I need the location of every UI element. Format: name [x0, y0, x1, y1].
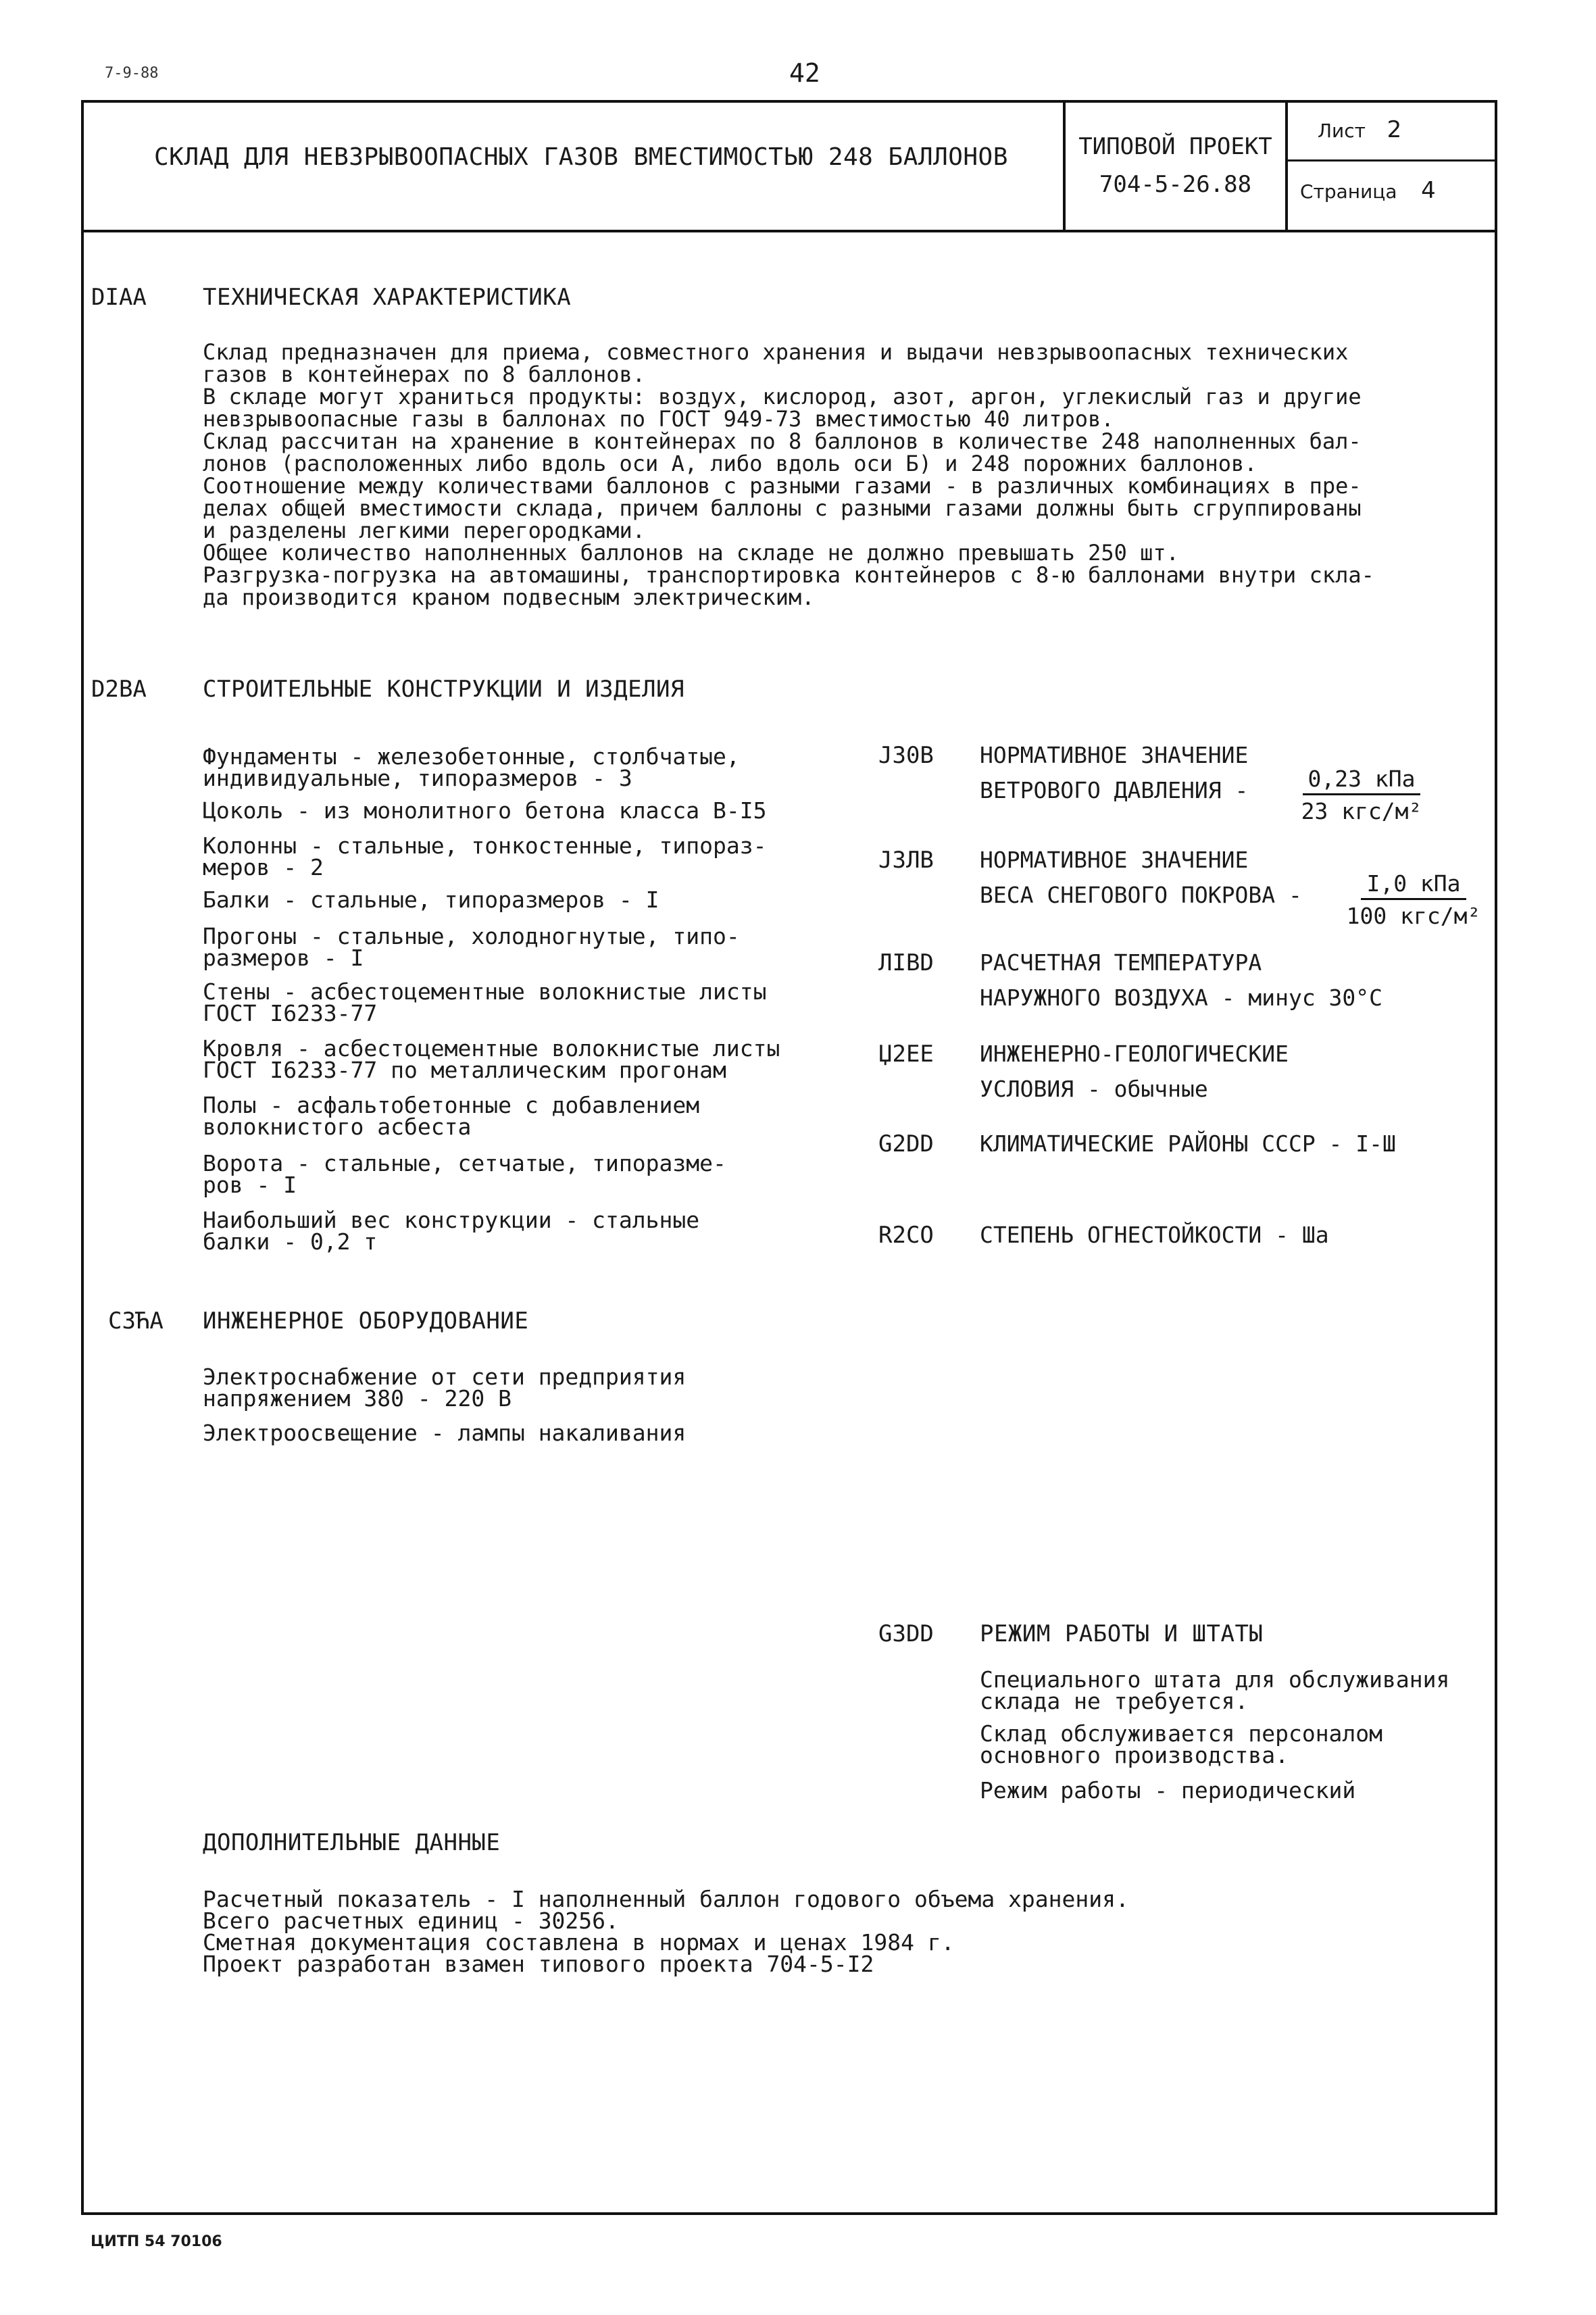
staff-para: Специального штата для обслуживания склада не требуется. [980, 1666, 1450, 1714]
construct-item: Прогоны - стальные, холодногнутые, типо- размеров - I [203, 923, 740, 971]
text-line: да производится краном подвесным электрическим. [203, 584, 815, 610]
snow-label: ВЕСА СНЕГОВОГО ПОКРОВА - [980, 882, 1302, 908]
construct-item: Фундаменты - железобетонные, столбчатые, индивидуальные, типоразмеров - 3 [203, 743, 740, 791]
geo-code: Џ2EE [878, 1041, 934, 1068]
staff-mode: Режим работы - периодический [980, 1777, 1356, 1803]
section-title-tech: ТЕХНИЧЕСКАЯ ХАРАКТЕРИСТИКА [203, 284, 572, 311]
text-line: Проект разработан взамен типового проекта 704-5-I2 [203, 1951, 874, 1977]
temp-title: РАСЧЕТНАЯ ТЕМПЕРАТУРА [980, 949, 1262, 976]
fire-resistance: СТЕПЕНЬ ОГНЕСТОЙКОСТИ - Шa [980, 1222, 1329, 1248]
wind-value-kgs: 23 кгс/м² [1301, 798, 1422, 824]
text-line: Всего расчетных единиц - 30256. [203, 1908, 619, 1934]
document-title: СКЛАД ДЛЯ НЕВЗРЫВООПАСНЫХ ГАЗОВ ВМЕСТИМОСТЬЮ 248 БАЛЛОНОВ [154, 143, 1008, 171]
text-line: Соотношение между количествами баллонов с разными газами - в различных комбинациях в пре- [203, 473, 1362, 499]
section-title-construct: СТРОИТЕЛЬНЫЕ КОНСТРУКЦИИ И ИЗДЕЛИЯ [203, 676, 684, 703]
equip-lighting: Электроосвещение - лампы накаливания [203, 1420, 687, 1446]
construct-item: Стены - асбестоцементные волокнистые листы ГОСТ I6233-77 [203, 978, 767, 1026]
text-line: В складе могут храниться продукты: воздух, кислород, азот, аргон, углекислый газ и другие [203, 384, 1362, 409]
extra-paragraph [203, 1886, 1129, 1977]
page-number: 42 [789, 58, 820, 88]
climate-regions: КЛИМАТИЧЕСКИЕ РАЙОНЫ СССР - I-Ш [980, 1130, 1396, 1157]
construct-item: Наибольший вес конструкции - стальные балки - 0,2 т [203, 1207, 700, 1255]
construct-item: Полы - асфальтобетонные с добавлением волокнистого асбеста [203, 1092, 700, 1140]
wind-code: J30B [878, 742, 934, 769]
staff-para: Склад обслуживается персоналом основного производства. [980, 1720, 1383, 1768]
project-label: ТИПОВОЙ ПРОЕКТ [1078, 133, 1272, 160]
snow-title: НОРМАТИВНОЕ ЗНАЧЕНИЕ [980, 847, 1249, 873]
equip-power: Электроснабжение от сети предприятия напряжением 380 - 220 В [203, 1364, 687, 1412]
tech-paragraph [203, 341, 1547, 609]
section-title-extra: ДОПОЛНИТЕЛЬНЫЕ ДАННЫЕ [203, 1829, 501, 1856]
snow-value-kgs: 100 кгс/м² [1346, 903, 1481, 929]
snow-value-kpa: I,0 кПа [1361, 870, 1466, 900]
section-code: C3ЋA [108, 1308, 164, 1335]
temp-value: НАРУЖНОГО ВОЗДУХА - минус 30°С [980, 985, 1383, 1011]
temp-code: ЛIBD [878, 949, 934, 976]
section-code: D2BA [91, 676, 147, 703]
sheet-label: Лист [1318, 120, 1366, 142]
sheet-value: 2 [1387, 116, 1402, 143]
text-line: Склад рассчитан на хранение в контейнерах по 8 баллонов в количестве 248 наполненных бал- [203, 428, 1362, 454]
section-code: DIAA [91, 284, 147, 311]
text-line: газов в контейнерах по 8 баллонов. [203, 362, 646, 387]
geo-value: УСЛОВИЯ - обычные [980, 1076, 1208, 1102]
geo-title: ИНЖЕНЕРНО-ГЕОЛОГИЧЕСКИЕ [980, 1041, 1289, 1067]
climate-code: G2DD [878, 1130, 934, 1158]
wind-value-fraction [1284, 766, 1439, 824]
construct-item: Колонны - стальные, тонкостенные, типораз- меров - 2 [203, 832, 767, 880]
text-line: делах общей вместимости склада, причем баллоны с разными газами должны быть сгруппированы [203, 495, 1362, 521]
project-number: 704-5-26.88 [1099, 171, 1252, 198]
wind-value-kpa: 0,23 кПа [1303, 766, 1421, 795]
text-line: Общее количество наполненных баллонов на складе не должно превышать 250 шт. [203, 540, 1179, 566]
construct-item: Балки - стальные, типоразмеров - I [203, 887, 659, 913]
construct-item: Ворота - стальные, сетчатые, типоразме- ров - I [203, 1150, 726, 1198]
sheet-cell [1318, 116, 1401, 143]
header-col-divider-1 [1063, 100, 1066, 231]
doc-code: 7-9-88 [105, 65, 159, 82]
construct-item: Цоколь - из монолитного бетона класса В-I5 [203, 797, 767, 824]
snow-code: J3ЛB [878, 847, 934, 874]
text-line: Склад предназначен для приема, совместного хранения и выдачи невзрывоопасных технических [203, 339, 1349, 365]
page-label: Страница [1300, 180, 1397, 203]
construct-item: Кровля - асбестоцементные волокнистые листы ГОСТ I6233-77 по металлическим прогонам [203, 1035, 780, 1083]
fire-code: R2CO [878, 1222, 934, 1249]
wind-label: ВЕТРОВОГО ДАВЛЕНИЯ - [980, 777, 1249, 803]
wind-title: НОРМАТИВНОЕ ЗНАЧЕНИЕ [980, 742, 1249, 768]
text-line: Расчетный показатель - I наполненный баллон годового объема хранения. [203, 1886, 1129, 1912]
page-value: 4 [1421, 177, 1436, 204]
snow-value-fraction [1339, 870, 1488, 929]
header-col-divider-2 [1285, 100, 1288, 231]
text-line: Разгрузка-погрузка на автомашины, транспортировка контейнеров с 8-ю баллонами внутри скла- [203, 562, 1374, 588]
text-line: Сметная документация составлена в нормах и ценах 1984 г. [203, 1929, 955, 1956]
section-title-staff: РЕЖИМ РАБОТЫ И ШТАТЫ [980, 1620, 1264, 1647]
footer-stamp: ЦИТП 54 70106 [91, 2233, 222, 2250]
section-code: G3DD [878, 1620, 934, 1647]
text-line: лонов (расположенных либо вдоль оси А, либо вдоль оси Б) и 248 порожних баллонов. [203, 451, 1257, 476]
text-line: и разделены легкими перегородками. [203, 518, 646, 543]
header-sheet-divider [1285, 159, 1497, 161]
section-title-equip: ИНЖЕНЕРНОЕ ОБОРУДОВАНИЕ [203, 1308, 529, 1335]
text-line: невзрывоопасные газы в баллонах по ГОСТ 949-73 вместимостью 40 литров. [203, 406, 1114, 432]
page-cell [1300, 177, 1436, 204]
